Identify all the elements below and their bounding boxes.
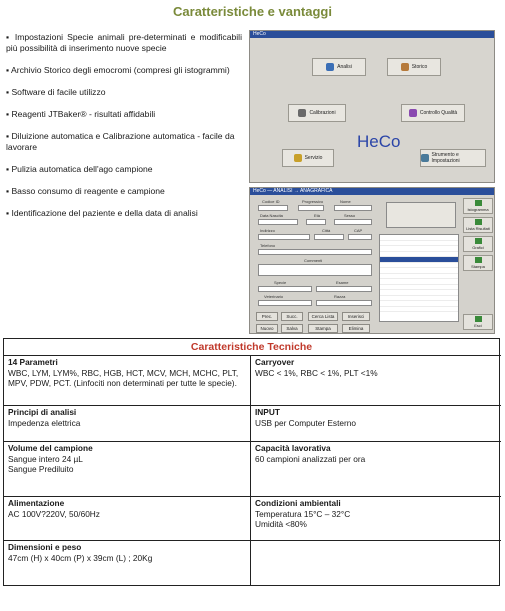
spec-cell-title: Alimentazione bbox=[8, 498, 65, 508]
settings-icon bbox=[421, 154, 429, 162]
spec-cell-title: Volume del campione bbox=[8, 443, 93, 453]
table-row bbox=[4, 496, 501, 540]
spec-cell-text: WBC < 1%, RBC < 1%, PLT <1% bbox=[255, 367, 378, 378]
field-label: Commenti bbox=[304, 258, 323, 263]
histogram-button: Istogramma bbox=[463, 198, 493, 214]
form-field bbox=[258, 300, 312, 306]
spec-cell bbox=[4, 541, 251, 585]
spec-cell-text: USB per Computer Esterno bbox=[255, 417, 356, 428]
controllo-qualita-button: Controllo Qualità bbox=[401, 104, 465, 122]
table-row bbox=[4, 441, 501, 496]
list-item bbox=[380, 307, 458, 313]
insert-button: Inserisci bbox=[342, 312, 370, 321]
spec-cell bbox=[251, 497, 499, 540]
new-button: Nuovo bbox=[256, 324, 278, 333]
field-label: Esame bbox=[336, 280, 349, 285]
storico-button: Storico bbox=[387, 58, 441, 76]
feature-item: ▪ Impostazioni Specie animali pre-determinati e modificabili più possibilità di inserimento nuove specie bbox=[6, 32, 243, 53]
table-row bbox=[4, 540, 501, 585]
form-field bbox=[314, 234, 344, 240]
spec-cell-text: WBC, LYM, LYM%, RBC, HGB, HCT, MCV, MCH, MCHC, PLT, MPV, PDW, PCT. (Linfociti non determinati per tutte le specie). bbox=[8, 367, 239, 388]
feature-list bbox=[6, 32, 242, 230]
analysis-screenshot bbox=[249, 187, 495, 334]
field-label: Codice ID bbox=[262, 199, 280, 204]
analysis-icon bbox=[326, 63, 334, 71]
analisi-button: Analisi bbox=[312, 58, 366, 76]
form-field bbox=[258, 264, 372, 276]
charts-button: Grafici bbox=[463, 236, 493, 252]
feature-item: ▪ Identificazione del paziente e della data di analisi bbox=[6, 208, 198, 218]
window-titlebar: HeCo — ANALISI → ANAGRAFICA bbox=[250, 188, 494, 195]
spec-table-header: Caratteristiche Tecniche bbox=[190, 341, 313, 353]
calibration-icon bbox=[298, 109, 306, 117]
spec-cell-title: Capacità lavorativa bbox=[255, 443, 331, 453]
field-label: Telefono bbox=[260, 243, 276, 248]
form-field bbox=[316, 300, 372, 306]
spec-cell-title: Condizioni ambientali bbox=[255, 498, 341, 508]
spec-cell-title: Dimensioni e peso bbox=[8, 542, 82, 552]
sample-info-box bbox=[386, 202, 456, 228]
form-field bbox=[334, 205, 372, 211]
spec-cell-title: INPUT bbox=[255, 407, 280, 417]
spec-cell-text: Impedenza elettrica bbox=[8, 417, 81, 428]
field-label: Indirizzo bbox=[260, 228, 275, 233]
service-icon bbox=[294, 154, 302, 162]
spec-cell-title: 14 Parametri bbox=[8, 357, 58, 367]
field-label: Data Nascita bbox=[260, 213, 283, 218]
table-row bbox=[4, 405, 501, 441]
form-field bbox=[258, 286, 312, 292]
prev-button: Prec. bbox=[256, 312, 278, 321]
spec-cell-title: Carryover bbox=[255, 357, 295, 367]
calibrazioni-button: Calibrazioni bbox=[288, 104, 346, 122]
spec-cell-text: Sangue intero 24 µL Sangue Prediluito bbox=[8, 453, 83, 474]
spec-cell-text: AC 100V?220V, 50/60Hz bbox=[8, 508, 100, 519]
histogram-icon bbox=[475, 200, 482, 206]
print-button: Stampa bbox=[308, 324, 338, 333]
form-field bbox=[258, 219, 298, 225]
spec-cell bbox=[4, 356, 251, 405]
chart-icon bbox=[475, 238, 482, 244]
quality-icon bbox=[409, 109, 417, 117]
field-label: Specie bbox=[274, 280, 287, 285]
feature-item: ▪ Software di facile utilizzo bbox=[6, 87, 106, 97]
field-label: Città bbox=[322, 228, 331, 233]
field-label: Nome bbox=[340, 199, 351, 204]
field-label: Veterinario bbox=[264, 294, 284, 299]
results-list-button: Lista Risultati bbox=[463, 217, 493, 233]
heco-logo: HeCo bbox=[357, 132, 401, 151]
spec-cell-title: Principi di analisi bbox=[8, 407, 77, 417]
menu-screenshot bbox=[249, 30, 495, 183]
spec-cell bbox=[251, 442, 499, 496]
page-title: Caratteristiche e vantaggi bbox=[173, 4, 332, 19]
form-field bbox=[258, 205, 288, 211]
feature-item: ▪ Basso consumo di reagente e campione bbox=[6, 186, 165, 196]
side-print-button: Stampa bbox=[463, 255, 493, 271]
printer-icon bbox=[475, 257, 482, 263]
feature-item: ▪ Diluizione automatica e Calibrazione automatica - facile da lavorare bbox=[6, 131, 235, 152]
spec-table bbox=[3, 338, 500, 586]
spec-cell bbox=[251, 406, 499, 441]
exit-icon bbox=[475, 316, 482, 322]
feature-item: ▪ Reagenti JTBaker® - risultati affidabili bbox=[6, 109, 156, 119]
spec-cell bbox=[4, 406, 251, 441]
field-label: Razza bbox=[334, 294, 346, 299]
spec-cell bbox=[4, 497, 251, 540]
form-field bbox=[258, 234, 310, 240]
search-list-button: Cerca Lista bbox=[308, 312, 338, 321]
field-label: Progressivo bbox=[302, 199, 324, 204]
field-label: CAP bbox=[354, 228, 363, 233]
spec-cell-text: Temperatura 15°C – 32°C Umidità <80% bbox=[255, 508, 351, 529]
form-field bbox=[334, 219, 372, 225]
window-titlebar: HeCo bbox=[250, 31, 494, 38]
feature-item: ▪ Archivio Storico degli emocromi (compresi gli istogrammi) bbox=[6, 65, 230, 75]
field-label: Età bbox=[314, 213, 321, 218]
next-button: Succ. bbox=[281, 312, 303, 321]
spec-cell bbox=[4, 442, 251, 496]
servizio-button: Servizio bbox=[282, 149, 334, 167]
field-label: Sesso bbox=[344, 213, 356, 218]
results-list bbox=[379, 234, 459, 322]
spec-cell-text: 47cm (H) x 40cm (P) x 39cm (L) ; 20Kg bbox=[8, 552, 153, 563]
table-row bbox=[4, 355, 501, 405]
strumento-impostazioni-button: Strumento e Impostazioni bbox=[420, 149, 486, 167]
feature-item: ▪ Pulizia automatica dell'ago campione bbox=[6, 164, 153, 174]
form-field bbox=[316, 286, 372, 292]
form-field bbox=[306, 219, 326, 225]
spec-cell bbox=[251, 541, 499, 585]
save-button: Salva bbox=[281, 324, 303, 333]
form-field bbox=[258, 249, 372, 255]
list-icon bbox=[475, 219, 482, 225]
spec-cell-text: 60 campioni analizzati per ora bbox=[255, 453, 366, 464]
form-field bbox=[298, 205, 324, 211]
spec-cell bbox=[251, 356, 499, 405]
delete-button: Elimina bbox=[342, 324, 370, 333]
exit-button: Esci bbox=[463, 314, 493, 330]
form-field bbox=[348, 234, 372, 240]
archive-icon bbox=[401, 63, 409, 71]
